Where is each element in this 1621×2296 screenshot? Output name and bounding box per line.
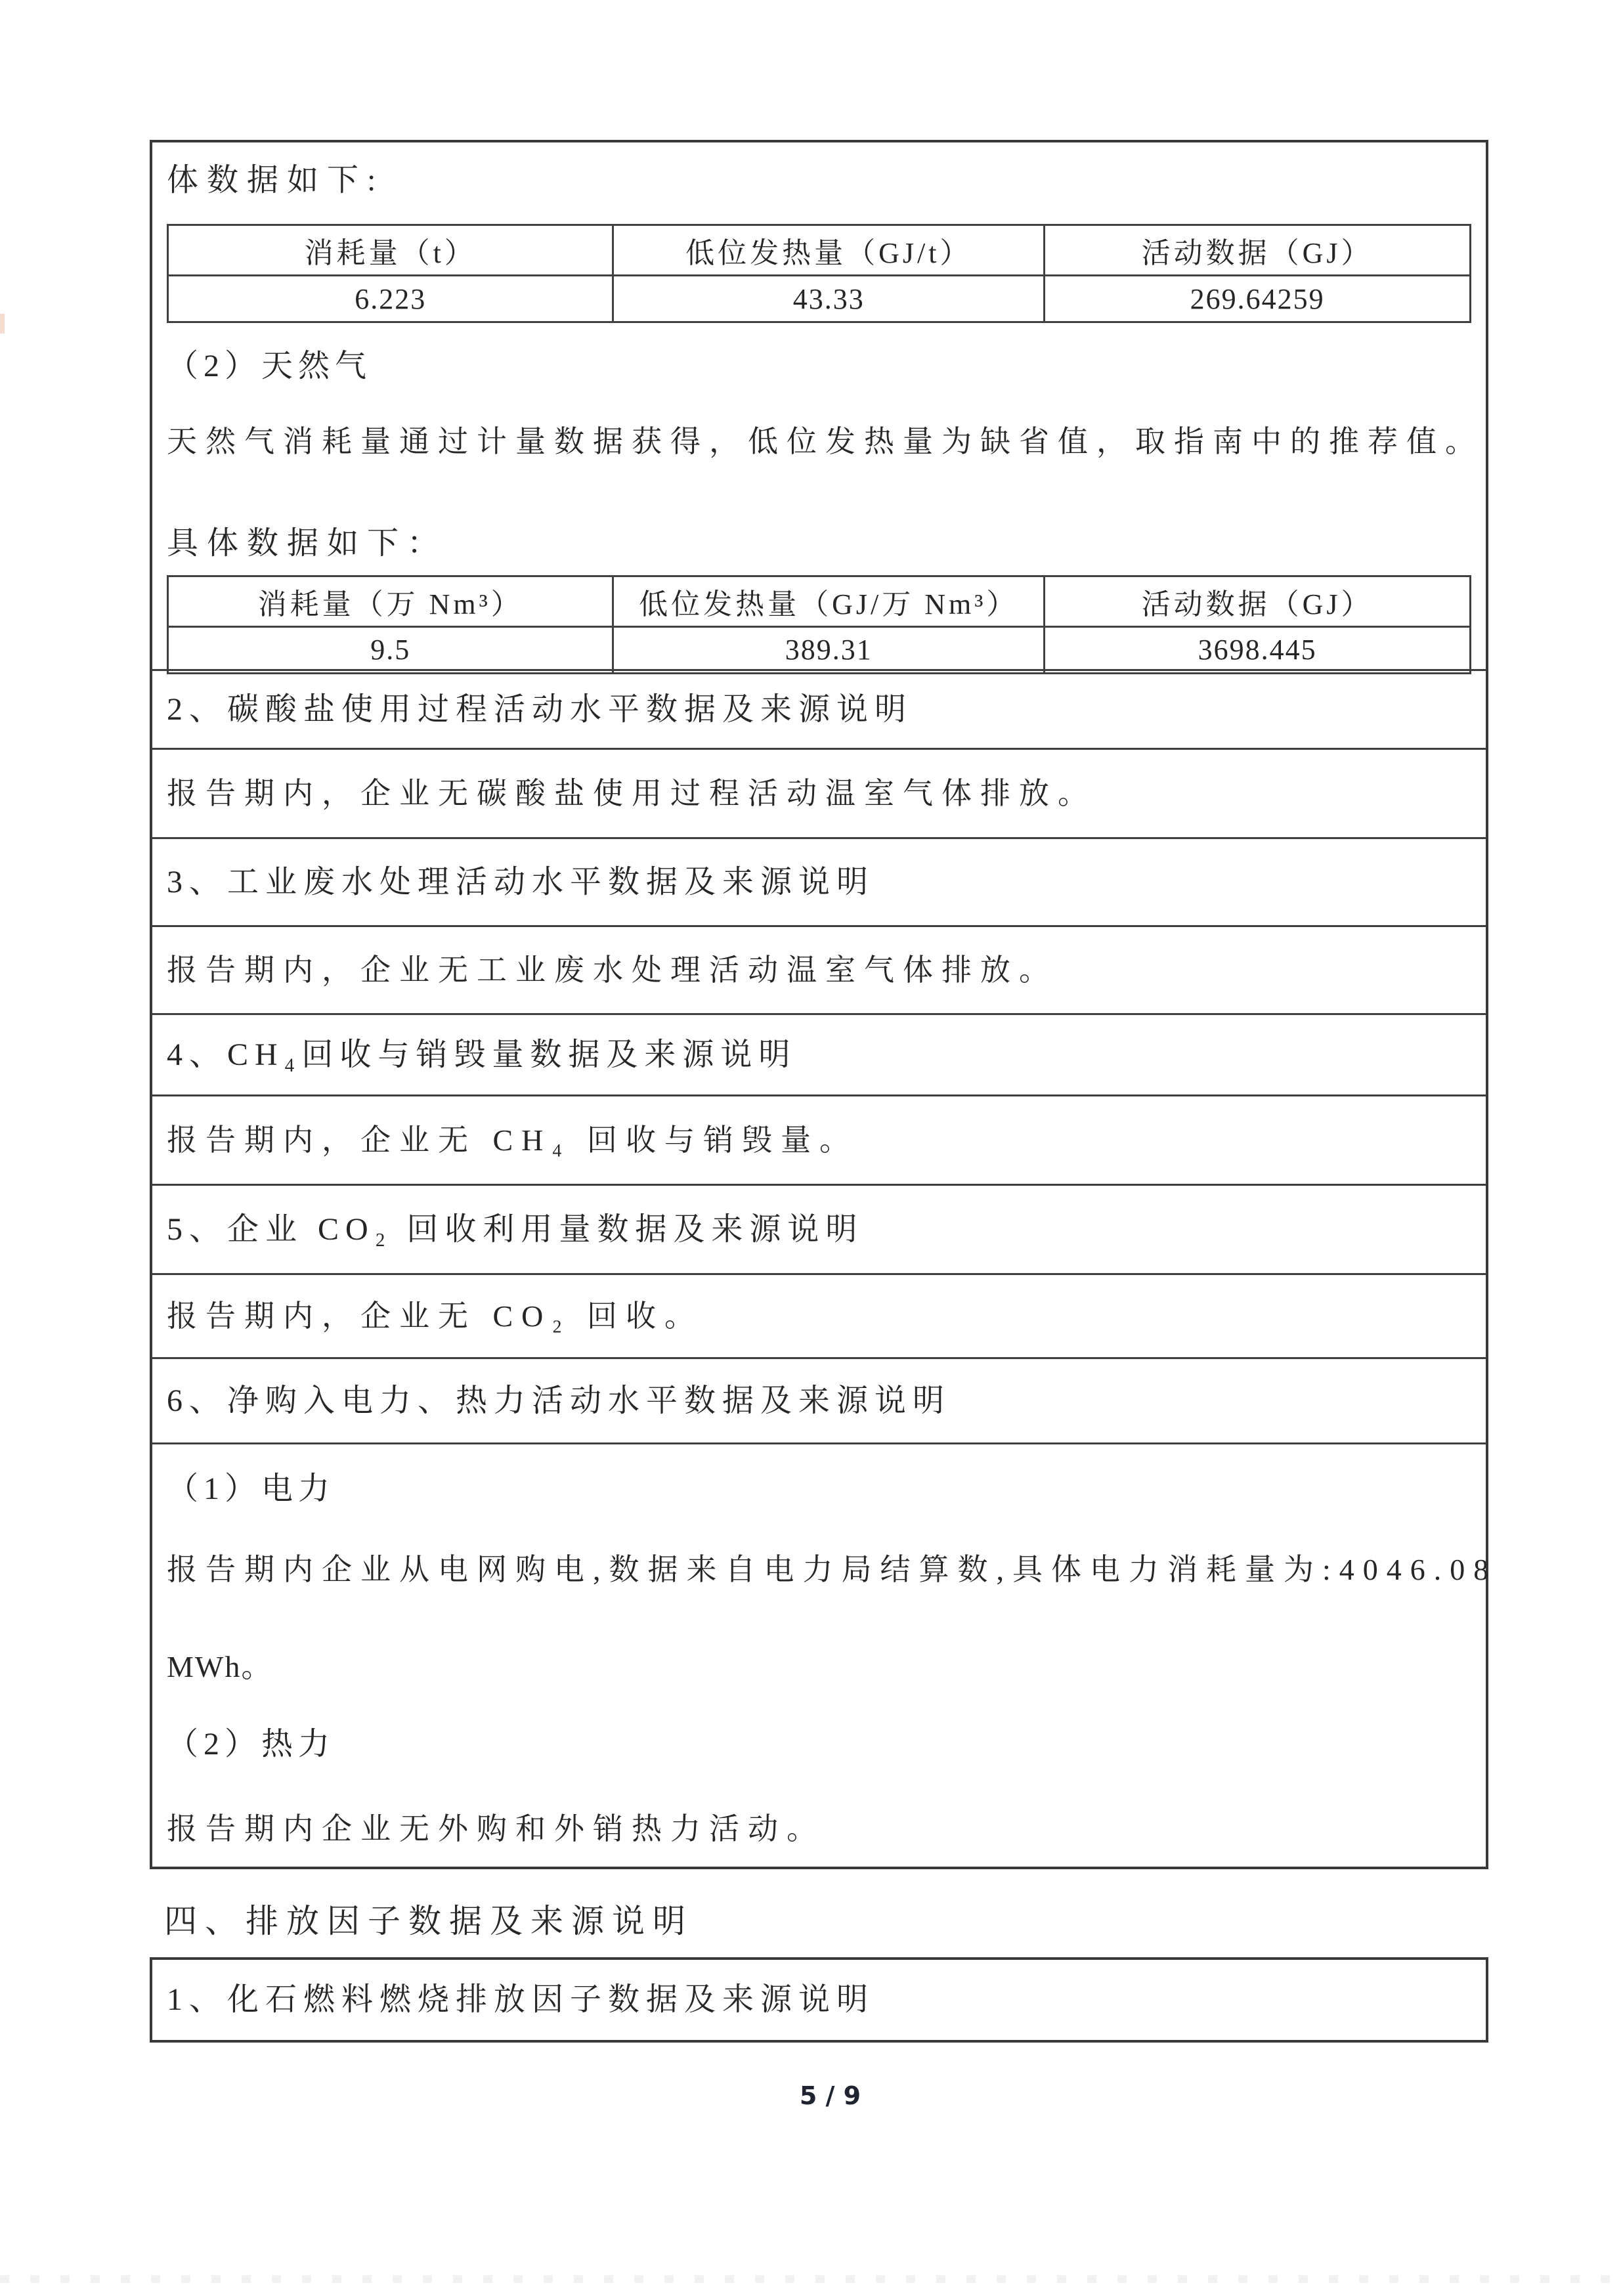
section-body-text: 报告期内，企业无 CH₄ 回收与销毁量。: [167, 1123, 858, 1157]
table-header-row: [168, 225, 1471, 276]
heating-value-header-cell: 低位发热量（GJ/t）: [613, 225, 1045, 276]
page-number: 5 / 9: [799, 2081, 861, 2110]
section-body-co2-recovery: [152, 1273, 1486, 1357]
section-title-ch4-recovery: [152, 1013, 1486, 1094]
coal-data-table: [167, 224, 1471, 323]
electricity-unit-line: MWh。: [167, 1649, 273, 1683]
section-body-text: 报告期内，企业无 CO₂ 回收。: [167, 1299, 703, 1333]
gas-data-intro: 具体数据如下：: [167, 525, 448, 561]
activity-data-table: [150, 140, 1498, 1869]
section-title-carbonate: [152, 669, 1486, 748]
consumption-value-cell: 9.5: [168, 626, 613, 673]
scan-artifact-noise: [0, 2275, 1621, 2283]
gas-data-table: [167, 575, 1471, 674]
activity-data-value-cell: 3698.445: [1045, 626, 1471, 673]
table-header-row: [168, 576, 1471, 626]
table-data-row: [168, 626, 1471, 673]
section-body-text: 报告期内，企业无碳酸盐使用过程活动温室气体排放。: [167, 776, 1096, 810]
purchased-power-cell: [152, 1442, 1498, 1867]
chapter-heading-emission-factors: 四、排放因子数据及来源说明: [164, 1903, 693, 1939]
coal-data-intro: 体数据如下:: [167, 163, 385, 198]
heat-paragraph: 报告期内企业无外购和外销热力活动。: [167, 1812, 825, 1846]
section-title-wastewater: [152, 837, 1486, 925]
consumption-header-cell: 消耗量（t）: [168, 225, 613, 276]
activity-data-value-cell: 269.64259: [1045, 276, 1471, 322]
section-title-text: 6、净购入电力、热力活动水平数据及来源说明: [167, 1383, 951, 1418]
section-title-purchased-power: [152, 1357, 1486, 1442]
section-title-co2-recovery: [152, 1184, 1486, 1273]
heat-heading: （2）热力: [167, 1727, 335, 1762]
section-title-text: 5、企业 CO₂ 回收利用量数据及来源说明: [167, 1211, 864, 1247]
consumption-value-cell: 6.223: [168, 276, 613, 322]
activity-data-header-cell: 活动数据（GJ）: [1045, 576, 1471, 626]
section-body-ch4-recovery: [152, 1094, 1486, 1184]
table-data-row: [168, 276, 1471, 322]
scan-artifact-speck: [0, 314, 5, 334]
section-title-text: 4、CH₄回收与销毁量数据及来源说明: [167, 1037, 797, 1072]
heating-value-header-cell: 低位发热量（GJ/万 Nm³）: [613, 576, 1045, 626]
heating-value-cell: 43.33: [613, 276, 1045, 322]
section-body-carbonate: [152, 748, 1486, 837]
section-body-text: 报告期内，企业无工业废水处理活动温室气体排放。: [167, 953, 1058, 987]
natural-gas-paragraph: 天然气消耗量通过计量数据获得，低位发热量为缺省值，取指南中的推荐值。: [167, 425, 1484, 458]
section-title-fossil-fuel-factors: 1、化石燃料燃烧排放因子数据及来源说明: [167, 1982, 875, 2017]
electricity-paragraph: 报告期内企业从电网购电,数据来自电力局结算数,具体电力消耗量为:4046.08: [167, 1553, 1498, 1586]
section-title-text: 2、碳酸盐使用过程活动水平数据及来源说明: [167, 691, 913, 727]
fuel-activity-cell: [152, 142, 1486, 669]
section-title-text: 3、工业废水处理活动水平数据及来源说明: [167, 864, 875, 899]
consumption-header-cell: 消耗量（万 Nm³）: [168, 576, 613, 626]
emission-factor-table: [150, 1957, 1488, 2043]
heating-value-cell: 389.31: [613, 626, 1045, 673]
electricity-heading: （1）电力: [167, 1471, 335, 1506]
section-body-wastewater: [152, 925, 1486, 1013]
natural-gas-heading: （2）天然气: [167, 349, 372, 383]
activity-data-header-cell: 活动数据（GJ）: [1045, 225, 1471, 276]
